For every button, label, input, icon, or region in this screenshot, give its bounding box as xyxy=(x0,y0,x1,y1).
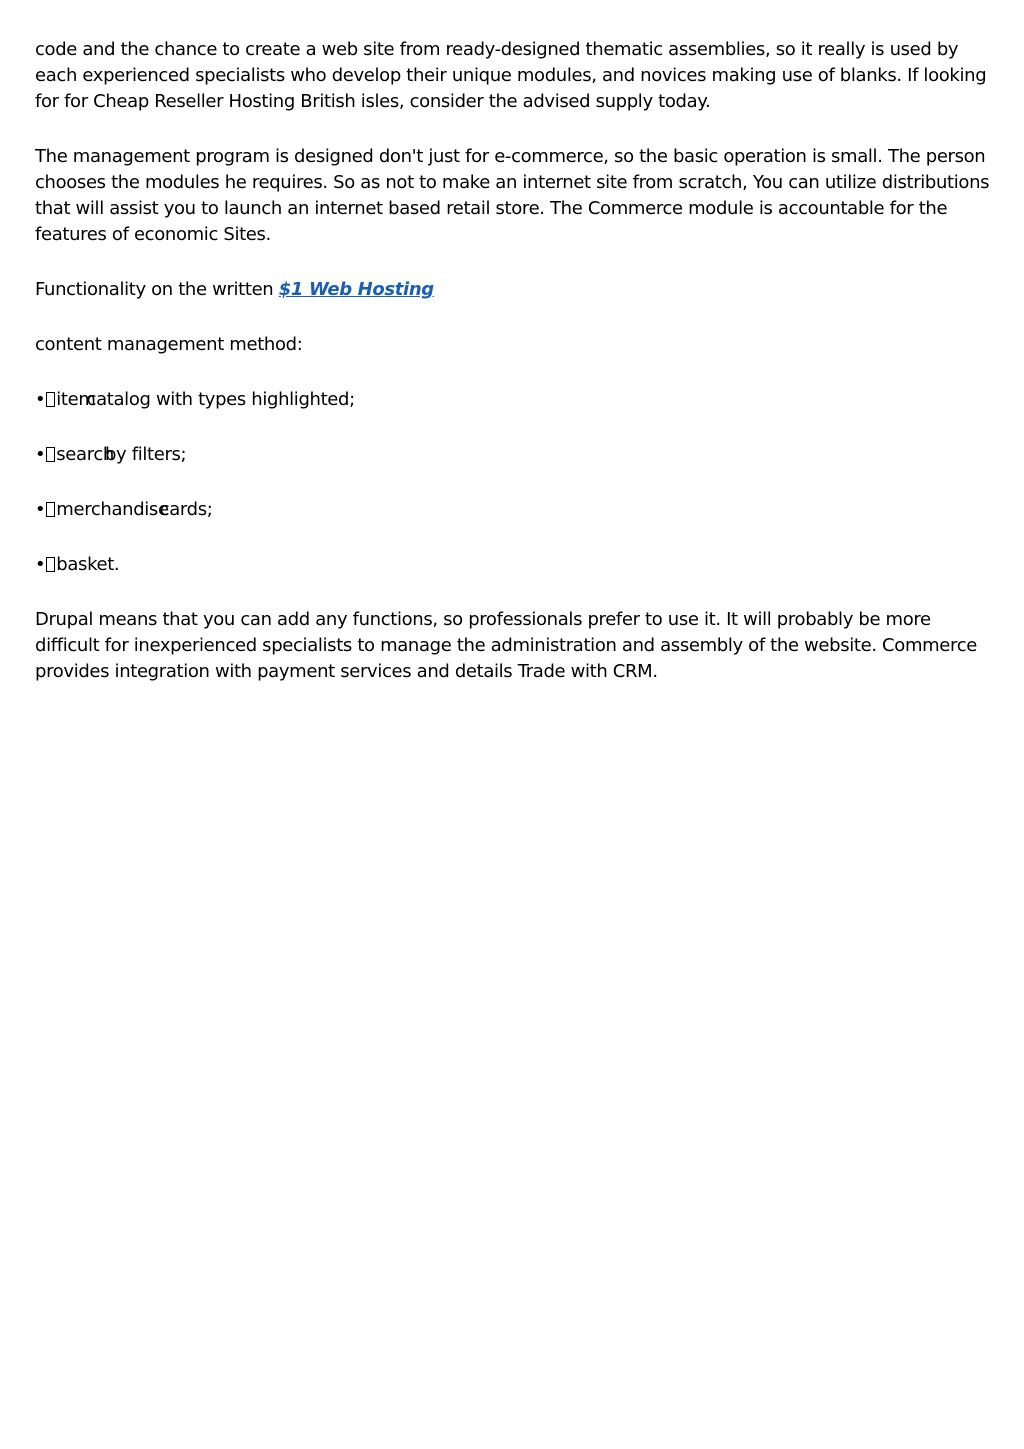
list-item-text: catalog with types highlighted; xyxy=(86,389,355,410)
list-item xyxy=(35,387,997,413)
paragraph-management: The management program is designed don't just for e-commerce, so the basic operation is small. The person chooses the modules he requires. So as not to make an internet site from scratch, You can utilize distributions that will assist you to launch an internet based retail store. The Commerce module is accountable for the features of economic Sites. xyxy=(35,146,990,245)
list-item xyxy=(35,552,997,578)
missing-glyph-icon xyxy=(46,502,55,517)
list-item xyxy=(35,497,997,523)
document-body xyxy=(35,37,997,714)
list-item-text: cards; xyxy=(159,499,213,520)
list-item-first-word: merchandise xyxy=(56,499,169,520)
paragraph-intro: code and the chance to create a web site from ready-designed thematic assemblies, so it really is used by each experienced specialists who develop their unique modules, and novices making use of blanks. If looking for for Cheap Reseller Hosting British isles, consider the advised supply today. xyxy=(35,39,987,112)
functionality-text: Functionality on the written xyxy=(35,279,279,300)
list-item-first-word: item xyxy=(56,389,96,410)
bullet-icon: • xyxy=(35,499,46,520)
missing-glyph-icon xyxy=(46,392,55,407)
missing-glyph-icon xyxy=(46,557,55,572)
paragraph-cms-method: content management method: xyxy=(35,334,303,355)
list-item-first-word: search xyxy=(56,444,114,465)
bullet-icon: • xyxy=(35,444,46,465)
list-item xyxy=(35,442,997,468)
missing-glyph-icon xyxy=(46,447,55,462)
paragraph-drupal: Drupal means that you can add any functions, so professionals prefer to use it. It will probably be more difficult for inexperienced specialists to manage the administration and assembly of the website. Commerce provides integration with payment services and details Trade with CRM. xyxy=(35,609,977,682)
bullet-icon: • xyxy=(35,554,46,575)
paragraph-functionality xyxy=(35,277,997,303)
bullet-icon: • xyxy=(35,389,46,410)
list-item-text: by filters; xyxy=(104,444,187,465)
list-item-first-word: basket. xyxy=(56,554,120,575)
web-hosting-link[interactable]: $1 Web Hosting xyxy=(278,279,434,300)
